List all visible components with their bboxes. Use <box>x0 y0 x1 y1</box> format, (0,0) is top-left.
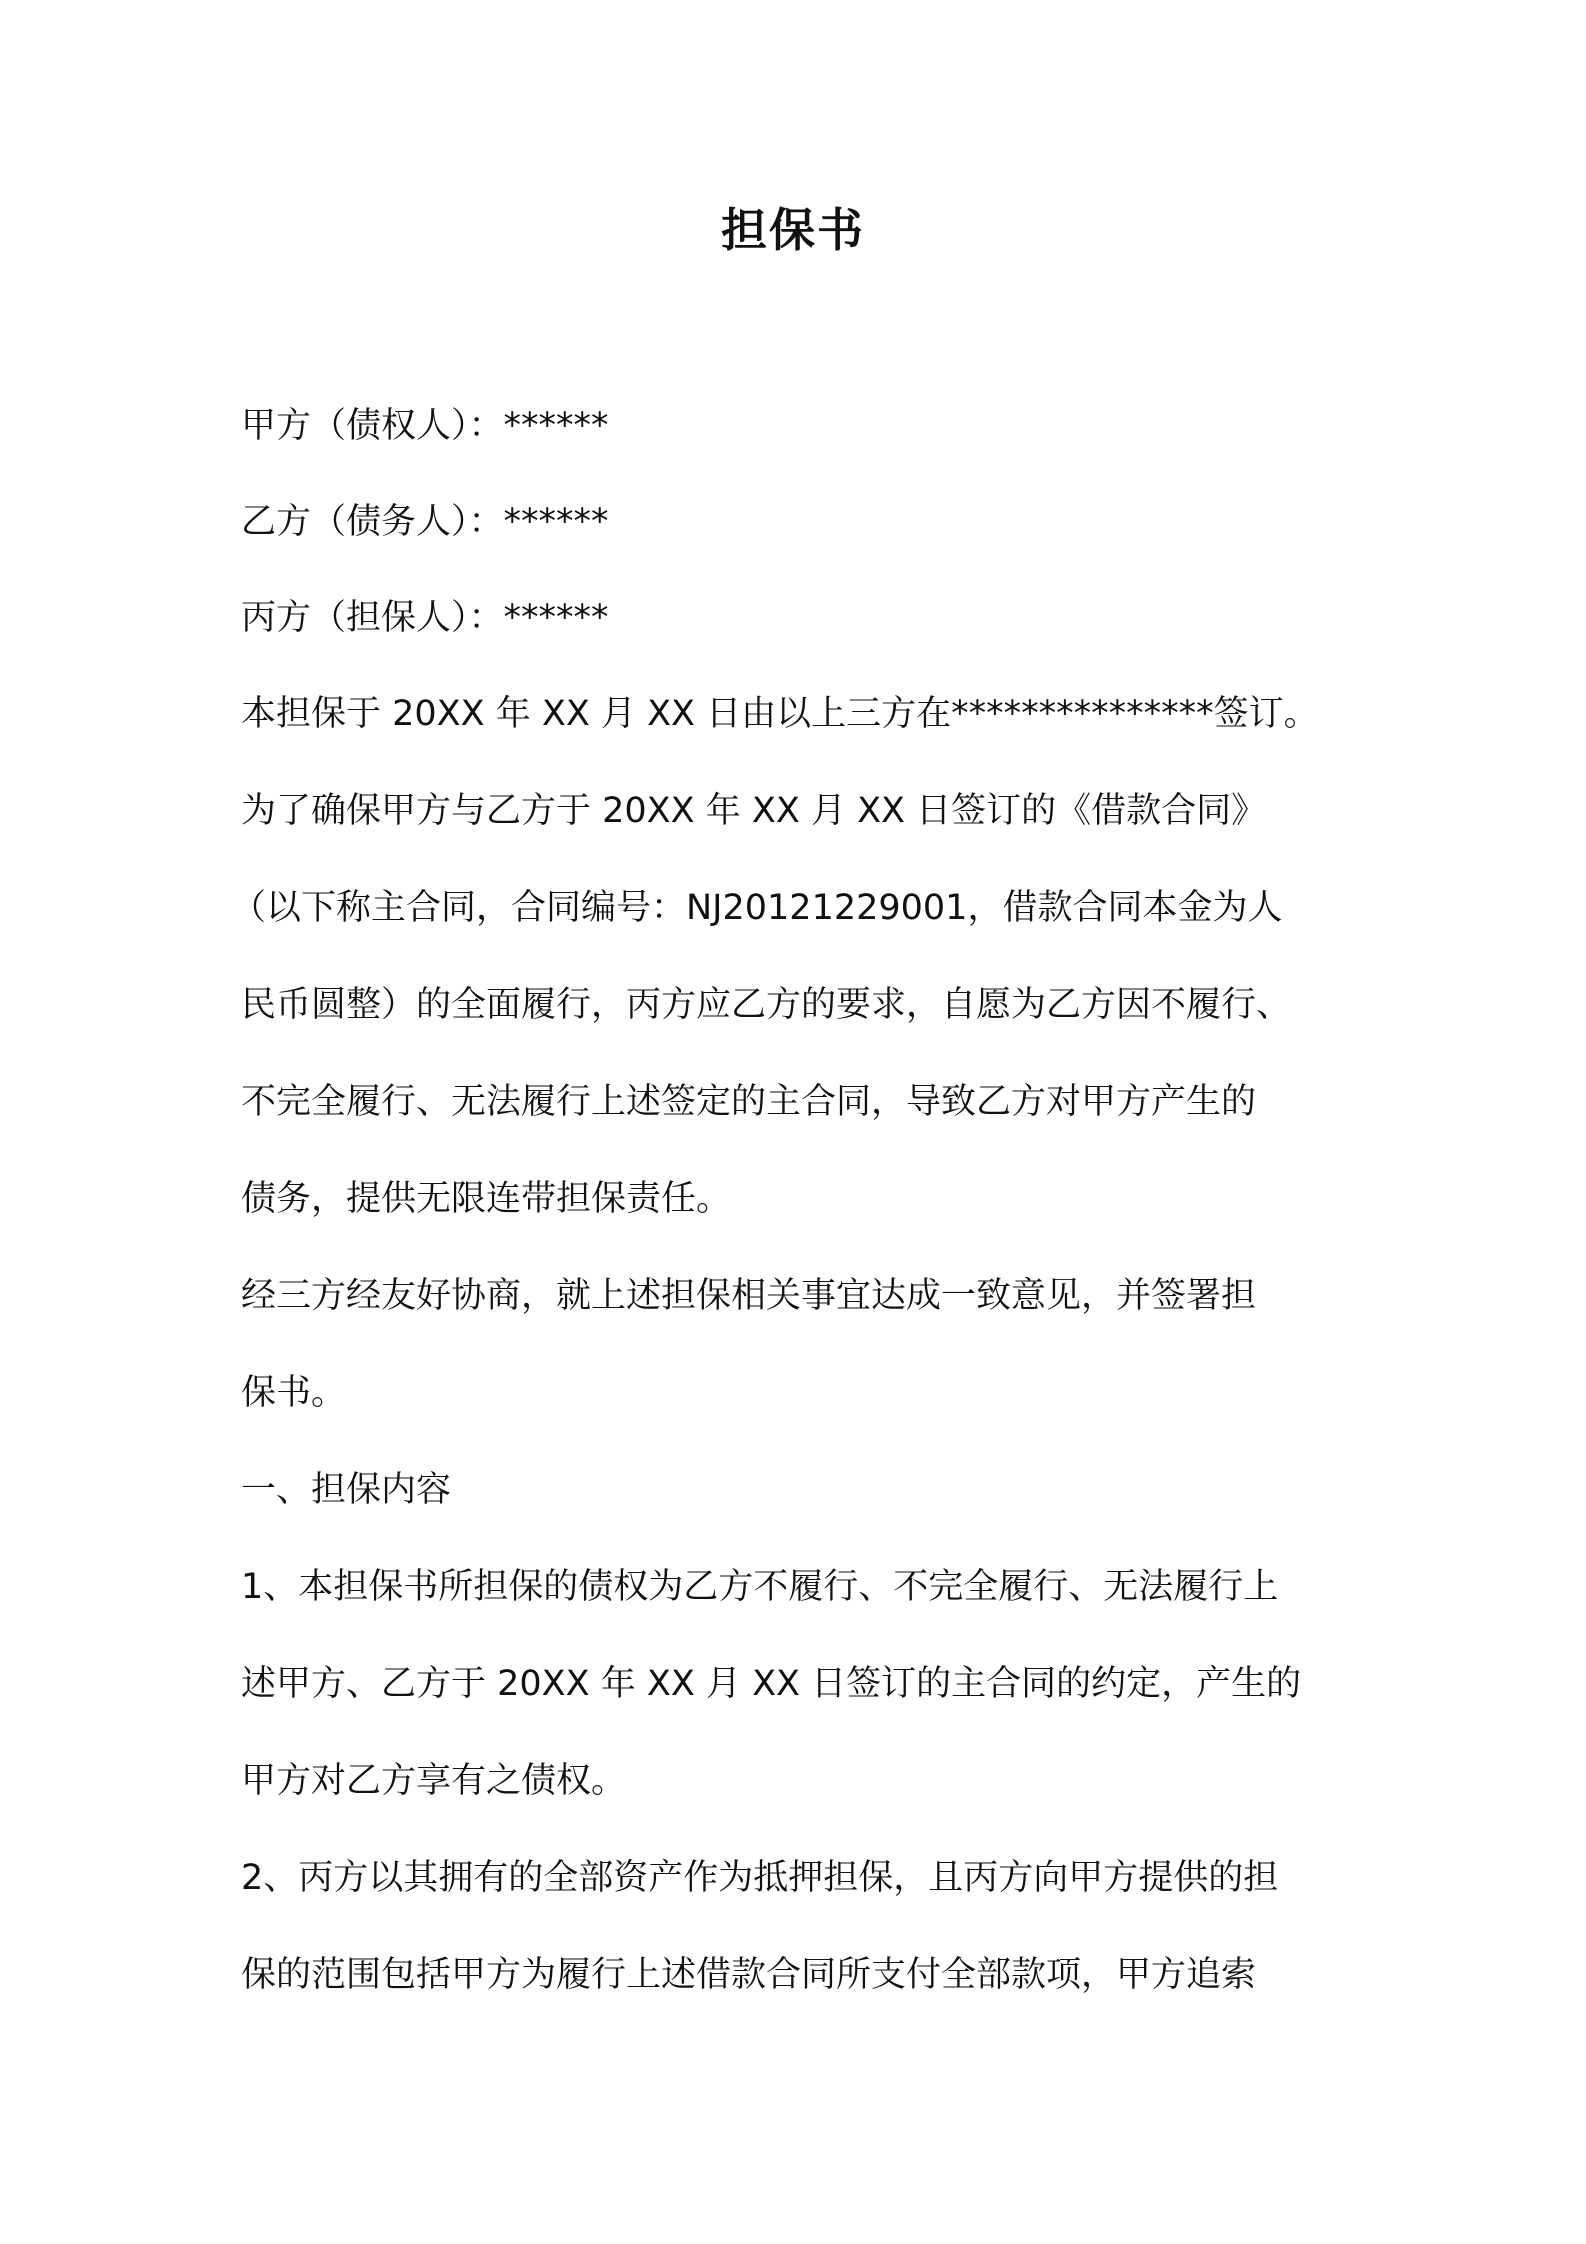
party-a-line: 甲方（债权人）：****** <box>241 406 609 446</box>
clause-line: 述甲方、乙方于 20XX 年 XX 月 XX 日签订的主合同的约定，产生的 <box>241 1664 1302 1704</box>
party-b-line: 乙方（债务人）：****** <box>241 502 609 542</box>
body-line: 民币圆整）的全面履行，丙方应乙方的要求，自愿为乙方因不履行、 <box>241 985 1292 1025</box>
party-c-line: 丙方（担保人）：****** <box>241 598 609 638</box>
body-line: 保书。 <box>241 1373 347 1413</box>
document-title: 担保书 <box>721 203 865 257</box>
body-line: 不完全履行、无法履行上述签定的主合同，导致乙方对甲方产生的 <box>241 1082 1257 1122</box>
clause-line: 甲方对乙方享有之债权。 <box>241 1761 627 1801</box>
body-line: 本担保于 20XX 年 XX 月 XX 日由以上三方在***************签订。 <box>241 694 1319 734</box>
section-heading: 一、担保内容 <box>241 1470 452 1510</box>
body-line: 债务，提供无限连带担保责任。 <box>241 1179 732 1219</box>
clause-line: 1、本担保书所担保的债权为乙方不履行、不完全履行、无法履行上 <box>241 1567 1279 1607</box>
body-line: 经三方经友好协商，就上述担保相关事宜达成一致意见，并签署担 <box>241 1276 1257 1316</box>
body-line: 为了确保甲方与乙方于 20XX 年 XX 月 XX 日签订的《借款合同》 <box>241 791 1267 831</box>
clause-line: 2、丙方以其拥有的全部资产作为抵押担保，且丙方向甲方提供的担 <box>241 1858 1279 1898</box>
clause-line: 保的范围包括甲方为履行上述借款合同所支付全部款项，甲方追索 <box>241 1955 1257 1995</box>
body-line: （以下称主合同，合同编号：NJ20121229001，借款合同本金为人 <box>231 888 1283 928</box>
